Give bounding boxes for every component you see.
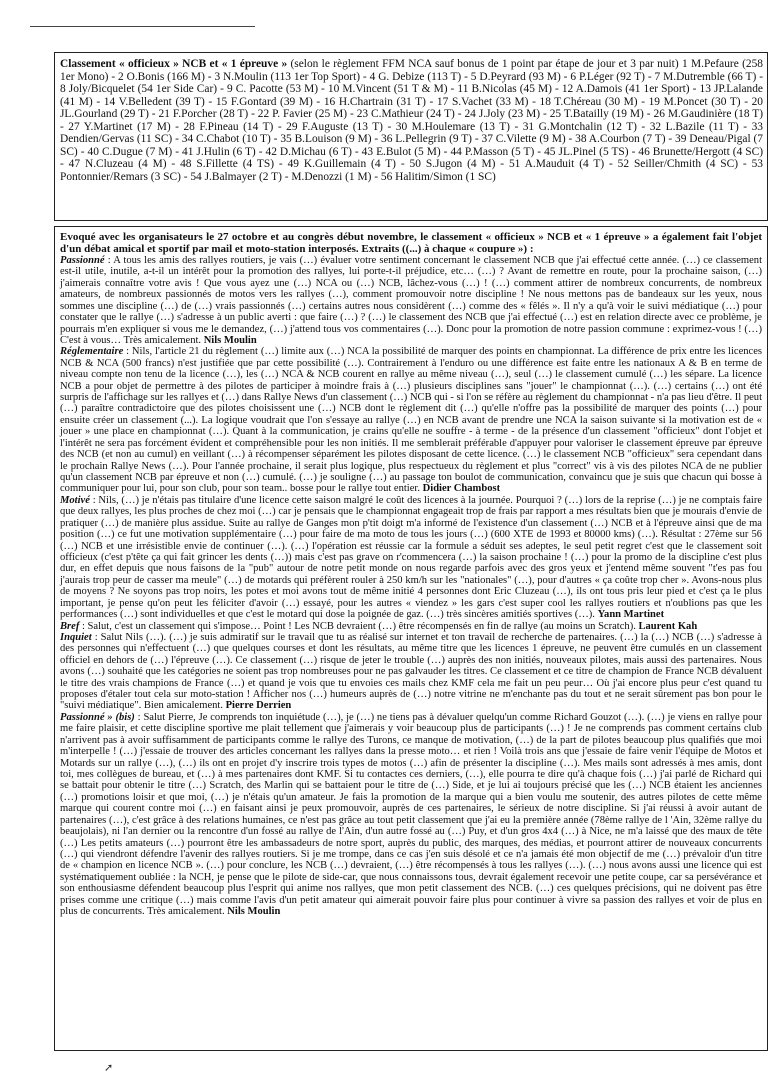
section-text: : Salut Nils (…). (…) je suis admiratif sur le travail que tu as réalisé sur internet et ton travail de recherche de partenaires. (…) la (…) NCB (…) s'adresse à des personnes qui n'effectuent (…) que quelques courses et dont les résultats, au même titre que les licences 1 épreuve, ne peuvent être cumulés en un classement officiel en dehors de (…) l'épreuve (…). Ce classement (…) risque de jeter le trouble (…) auprès des non initiés, nouveaux pilotes, mais aussi des partenaires. Nous avons (…) souhaité que les catégories ne soient pas trop nombreuses pour ne pas galvauder les titres. Ce classement et ce titre de champion de France NCB dévaluent le titre des vrais champions de France (…) et quand je vois que tu envoies ces mails chez KMF cela me fait un peu peur… Où j'ai encore plus peur c'est quand tu proposes d'étaler tout cela sur moto-station ! Afficher nos (…) humeurs auprès de (…) notre vitrine ne m'enchante pas du tout et ne serait sûrement pas bon pour le "suivi médiatique". Bien amicalement. — [60, 631, 762, 712]
bottom-mark: ➚ — [104, 1062, 114, 1074]
article-section-passionne-bis — [60, 712, 762, 918]
speaker-label: Réglementaire — [60, 346, 124, 358]
article-section-motive — [60, 495, 762, 621]
section-text: : A tous les amis des rallyes routiers, je vais (…) évaluer votre sentiment concernant le classement NCB que j'ai effectué cette année. (…) ce classement est-il utile, inutile, a-t-il un intérêt pour la promotion des rallyes, lui porte-t-il préjudice, etc… (…) ? Avant de remettre en route, pour la prochaine saison, (…) j'aimerais connaître votre avis ! Que vous ayez une (…) NCA ou (…) NCB, lâchez-vous (…) ! (…) comment attirer de nombreux concurrents, de nombreux amateurs, de nombreux passionnés de motos vers les rallyes (…), comment promouvoir notre discipline ! Ne nous mettons pas de bandeaux sur les yeux, nous sommes une discipline (…) de (…) vrais passionnés (…) certains autres nous considèrent (…) comme des « fêlés ». Il n'y a qu'à voir le suivi médiatique (…) pour constater que le rallye (…) s'adresse à un public averti : que faire (…) ? (…) le classement des NCB que j'ai effectué (…) est en relation directe avec ce problème, je pourrais m'en expliquer si vous me le demandez, (…) j'attend tous vos commentaires (…). Donc pour la promotion de notre passion commune : exprimez-vous ! (…) C'est à vous… Très amicalement. — [60, 255, 762, 346]
article-intro: Evoqué avec les organisateurs le 27 octobre et au congrès début novembre, le classement « officieux » NCB et « 1 épreuve » a également fait l'objet d'un débat amical et sportif par mail et moto-station interposés. Extraits ((...) à chaque « coupure ») : — [60, 231, 762, 255]
speaker-label: Motivé — [60, 494, 90, 506]
top-rule — [30, 26, 255, 27]
signature: Nils Moulin — [227, 906, 281, 918]
speaker-label: Bref — [60, 620, 80, 632]
article-box — [54, 226, 768, 1051]
article-section-bref — [60, 621, 762, 632]
ranking-header-rest: (selon le règlement FFM NCA sauf bonus de 1 point par étape de jour et 3 par nuit) — [287, 58, 679, 70]
article-section-inquiet — [60, 632, 762, 712]
ranking-list: 1 M.Pefaure (258 1er Mono) - 2 O.Bonis (166 M) - 3 N.Moulin (113 1er Top Sport) - 4 G. Debize (113 T) - 5 D.Peyrard (93 M) - 6 P.Léger (92 T) - 7 M.Dutremble (66 T) - 8 Joly/Bicquelet (54 1er Side Car) - 9 C. Pacotte (53 M) - 10 M.Vincent (51 T & M) - 11 B.Nicolas (45 M) - 12 A.Damois (41 1er Sport) - 13 JP.Lalande (41 M) - 14 V.Belledent (39 T) - 15 F.Gontard (39 M) - 16 H.Chartrain (31 T) - 17 S.Vachet (33 M) - 18 T.Chéreau (30 M) - 19 M.Poncet (30 T) - 20 JL.Gourland (29 T) - 21 F.Porcher (28 T) - 22 P. Favier (25 M) - 23 C.Mathieur (24 T) - 24 J.Joly (23 M) - 25 T.Batailly (19 M) - 26 M.Gaudinière (18 T) - 27 Y.Martinet (17 M) - 28 F.Pineau (14 T) - 29 F.Auguste (13 T) - 30 M.Houlemare (13 T) - 31 G.Montchalin (12 T) - 32 L.Bazile (11 T) - 33 Dendien/Gervas (11 SC) - 34 C.Chabot (10 T) - 35 B.Louison (9 M) - 36 L.Pellegrin (9 T) - 37 C.Vilette (9 M) - 38 A.Courbon (7 T) - 39 Deneau/Pigal (7 SC) - 40 C.Dugue (7 M) - 41 J.Hulin (6 T) - 42 D.Michau (6 T) - 43 E.Bulot (5 M) - 44 P.Masson (5 T) - 45 JL.Pinel (5 TS) - 46 Brunette/Hergott (4 SC) - 47 N.Cluzeau (4 M) - 48 S.Fillette (4 TS) - 49 K.Guillemain (4 T) - 50 S.Jugon (4 M) - 51 A.Mauduit (4 T) - 52 Seiller/Chmith (4 SC) - 53 Pontonnier/Remars (3 SC) - 54 J.Balmayer (2 T) - M.Denozzi (1 M) - 56 Halitim/Simon (1 SC) — [60, 58, 763, 183]
speaker-label: Passionné » (bis) — [60, 711, 135, 723]
article-section-passionne — [60, 255, 762, 346]
section-text: : Salut, c'est un classement qui s'impose… Point ! Les NCB devraient (…) être récompensés en fin de rallye (au moins un Scratch). — [81, 620, 636, 632]
ranking-header: Classement « officieux » NCB et « 1 épreuve » — [60, 58, 288, 70]
section-text: : Nils, (…) je n'étais pas titulaire d'une licence cette saison malgré le coût des licences à la journée. Pourquoi ? (…) lors de la reprise (…) je ne comptais faire que deux rallyes, les plus proches de chez moi (…) car je pensais que le championnat engageait trop de frais par rapport a mes résultats bien que je mourais d'envie de pratiquer (…) de manière plus assidue. Suite au rallye de Ganges mon p'tit doigt m'a informé de l'existence d'un classement (…) NCB et à l'épreuve ainsi que de ma position (…) ce fut une motivation supplémentaire (…) pour faire de ma moto de tous les jours (…) (600 XTE de 1993 et 80000 kms) (…). Résultat : 27ème sur 56 (…) NCB et une irrésistible envie de continuer (…). (…) l'opération est réussie car la formule a séduit ses adeptes, le seul petit regret c'est que le classement soit officieux (c'est p'tête ça qui fait grincer les dents (…)) mais c'est pas grave on r'commencera (…) la saison prochaine ! (…) pour la promo de la discipline c'est plus dur, en effet depuis que nous faisons de la "pub" autour de notre petit monde on nous regarde parfois avec des gros yeux et j'entend même souvent "t'es pas fou j'aurais trop peur de casser ma meule" (…) de motards qui préfèrent rouler à 250 km/h sur les "nationales" (…), pour d'autres « ça coûte trop cher ». Avons-nous plus de moyens ? Ne soyons pas trop noirs, les potes et moi avons tout de même initié 4 personnes dont Eric Cluzeau (…), ils ont tous pris leur pied et c'est ça le plus important, je pense qu'on peut les féliciter d'avoir (…) essayé, pour les autres « viendez » les gars c'est super cool les rallyes routiers et n'oublions pas que les performances (…) sont individuelles et que c'est le motard qui dose la poignée de gaz. (…) très sincères amitiés sportives (…). — [60, 494, 763, 621]
article-section-reglementaire — [60, 346, 762, 494]
signature: Pierre Derrien — [225, 700, 292, 712]
section-text: : Salut Pierre, Je comprends ton inquiétude (…), je (…) ne tiens pas à dévaluer quelqu'un comme Richard Gouzot (…). (…) je viens en rallye pour me faire plaisir, et cette discipline sportive me plait tellement que j'aimerais y voir beaucoup plus de participants (…) ! Je ne comprends pas comment certains club n'arrivent pas à avoir suffisamment de participants comme le rallye des Turons, ce manque de motivation, (…) de la part de pilotes beaucoup plus qualifiés que moi m'interpelle ! (…) j'essaie de trouver des articles concernant les rallyes dans la presse moto… et rien ! Voilà trois ans que j'essaie de faire venir l'équipe de Motos et Motards sur un rallye (…), (…) ils ont en projet d'y inscrire trois types de motos (…) afin de présenter la discipline (…). Mes mails sont adressés à mes amis, dont toi, mes collègues de bureau, et (…) à mes partenaires dont KMF. Si tu contactes ces derniers, (…), elle pourra te dire qu'à chaque fois (…) j'ai parlé de Richard qui se battait pour obtenir le titre (…) Scratch, des Marlin qui se battaient pour le titre de (…) Side, et je lui ai toujours précisé que les (…) NCB étaient les anciennes (…) promotions loisir et que moi, (…) je n'étais qu'un amateur. Je fais la promotion de la marque qui a bien voulu me soutenir, des autres pilotes de cette même marque qui courent contre moi (…) en faisant ainsi je peux promouvoir, auprès de ces partenaires, le sérieux de notre discipline. Si j'ai réussi à avoir autant de partenaires (…), c'est grâce à des relations humaines, ce n'est pas grâce au tout petit classement que j'ai eu la première année (78ème rallye de l 'Ain, 32ème rallye du beaujolais), ni l'an dernier ou la rencontre d'un fossé au rallye de l'Ain, d'un autre fossé au (…) Puy, et d'un gros 4x4 (…) à Nice, ne m'a laissé que des maux de tête (…) Les petits amateurs (…) pourront être les ambassadeurs de notre sport, auprès du public, des marques, des médias, et pourront attirer de nouveaux concurrents (…) qui viendront défendre l'avenir des rallyes routiers. Si je me trompe, dans ce cas j'en suis désolé et ce n'a jamais été mon objectif de me (…) prévaloir d'un titre de « champion en licence NCB ». (…) pour conclure, les NCB (…) devraient, (…) être récompensés à tous les rallyes (…). (…) nous avons aussi une licence qui est systématiquement oubliée : la NCH, je pense que le pilote de side-car, que nous connaissons tous, devrait également recevoir une petite coupe, car sa persévérance et son enthousiasme défendent beaucoup plus l'esprit qui anime nos rallyes, que mon petit classement des NCB. (…) ces quelques précisions, qui ne doivent pas être prises comme une critique (…) mais comme l'avis d'un petit amateur qui aimerait pouvoir faire plus pour continuer à vivre sa passion des rallyes et voir de plus en plus de concurrents. Très amicalement. — [60, 711, 762, 918]
speaker-label: Passionné — [60, 255, 105, 266]
signature: Laurent Kah — [638, 620, 698, 632]
ranking-box — [54, 52, 768, 221]
signature: Yann Martinet — [597, 609, 665, 621]
speaker-label: Inquiet — [60, 631, 92, 643]
signature: Nils Moulin — [203, 334, 257, 346]
signature: Didier Chambost — [422, 483, 501, 495]
section-text: : Nils, l'article 21 du règlement (…) limite aux (…) NCA la possibilité de marquer des points en championnat. La différence de prix entre les licences NCB & NCA (500 francs) n'est justifiée que par cette possibilité (…). Contrairement à l'enduro ou une différence est faite entre les nationaux A & B en terme de niveau compte non tenu de la licence (…), les (…) NCA & NCB courent en rallye au même niveau (…), seul (…) le classement cumulé (…) les sépare. La licence NCB a pour objet de permettre à des pilotes de participer à moindre frais à (…) plusieurs disciplines sans "jouer" le championnat (…). (…) certains (…) ont été surpris de l'affichage sur les rallyes et (…) dans Rallye News d'un classement (…) NCB qui - si l'on se réfère au règlement du championnat - n'a pas lieu d'être. Il peut (…) paraître contradictoire que des pilotes choisissent une (…) NCB dont le règlement dit (…) qu'elle n'offre pas la possibilité de marquer des points (…) pour ensuite créer un classement (...). La logique voudrait que l'on s'essaye au rallye (…) en NCB avant de prendre une NCA la saison suivante si la motivation est de « jouer » une place en championnat (…). Quant à la communication, je crains qu'elle ne souffre - à terme - de la présence d'un classement "officieux" dont l'objet et l'intérêt ne sera pas forcément évident et compréhensible pour les non initiés. Il me semblerait préférable d'appuyer pour valoriser le classement épreuve par épreuve des NCB (et non au cumul) en veillant (…) à récompenser séparément les pilotes disposant de cette licence. (…) le classement NCB "officieux" sera cependant dans le prochain Rallye News (…). Pour l'année prochaine, il serait plus logique, plus respectueux du règlement et plus "correct" vis à vis des pilotes NCA de ne publier qu'un classement NCB par épreuve et non (…) cumulé. (…) je souligne (…) au passage ton boulot de communication, convaincu que je suis que chacun qui bosse à communiquer pour lui, pour son club, pour son team.. bosse pour le rallye tout entier. — [60, 346, 762, 495]
